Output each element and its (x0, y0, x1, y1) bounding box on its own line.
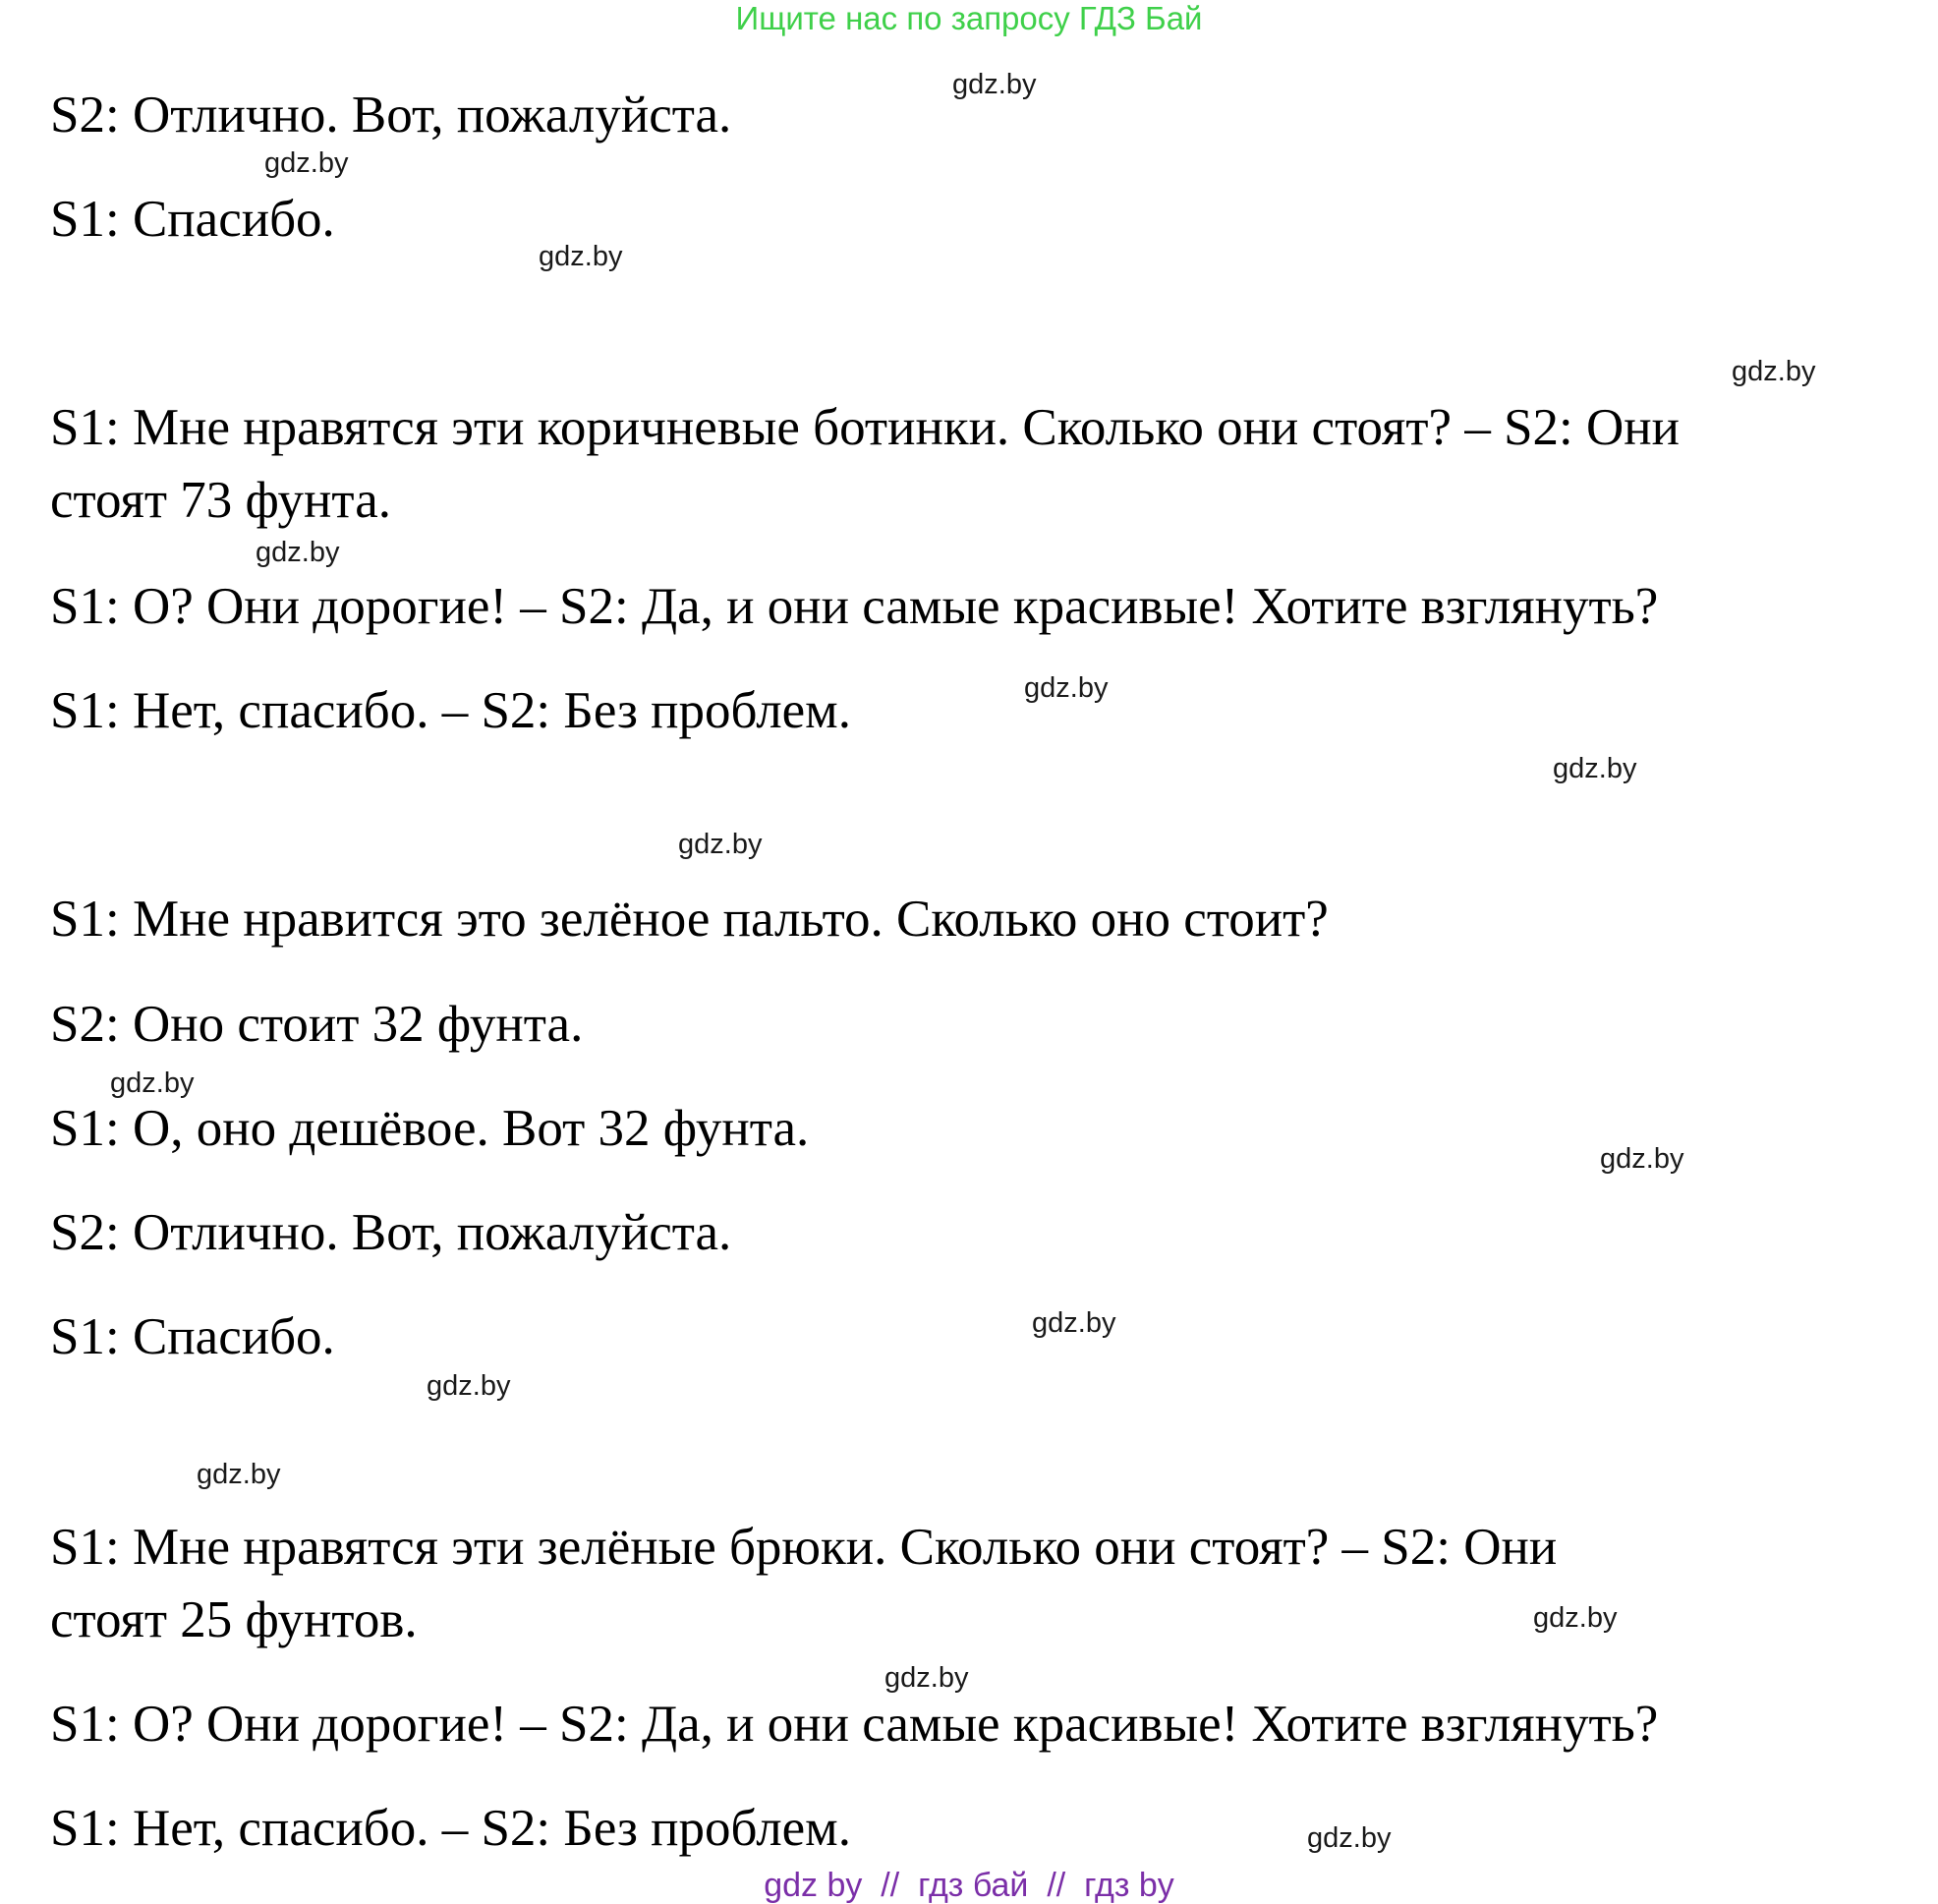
watermark: gdz.by (197, 1459, 281, 1490)
dialogue-line: S1: Нет, спасибо. – S2: Без проблем. (50, 682, 851, 739)
site-footer: gdz by // гдз бай // гдз by (764, 1867, 1174, 1904)
watermark: gdz.by (1553, 753, 1637, 784)
watermark: gdz.by (1032, 1307, 1116, 1339)
site-banner: Ищите нас по запросу ГДЗ Бай (735, 0, 1203, 36)
watermark: gdz.by (1024, 672, 1109, 704)
watermark: gdz.by (952, 69, 1037, 100)
watermark: gdz.by (427, 1370, 511, 1402)
dialogue-line: S2: Отлично. Вот, пожалуйста. (50, 1204, 732, 1261)
watermark: gdz.by (110, 1067, 195, 1099)
watermark: gdz.by (264, 147, 349, 179)
dialogue-line: S1: Мне нравятся эти зелёные брюки. Сколько они стоят? – S2: Они (50, 1519, 1558, 1576)
dialogue-line: S1: Мне нравится это зелёное пальто. Сколько оно стоит? (50, 891, 1329, 948)
dialogue-line: S2: Отлично. Вот, пожалуйста. (50, 87, 732, 144)
dialogue-line: S1: О? Они дорогие! – S2: Да, и они самые красивые! Хотите взглянуть? (50, 578, 1659, 635)
watermark: gdz.by (1533, 1602, 1618, 1634)
dialogue-line: S1: Нет, спасибо. – S2: Без проблем. (50, 1800, 851, 1857)
dialogue-line: S1: Мне нравятся эти коричневые ботинки. Сколько они стоят? – S2: Они (50, 399, 1681, 456)
watermark: gdz.by (1732, 356, 1816, 387)
dialogue-line: S2: Оно стоит 32 фунта. (50, 996, 584, 1053)
watermark: gdz.by (678, 829, 763, 860)
watermark: gdz.by (256, 537, 340, 568)
watermark: gdz.by (539, 241, 623, 272)
watermark: gdz.by (884, 1662, 969, 1694)
watermark: gdz.by (1307, 1822, 1392, 1854)
dialogue-line: стоят 73 фунта. (50, 472, 391, 529)
watermark: gdz.by (1600, 1143, 1684, 1175)
dialogue-line: S1: Спасибо. (50, 1308, 335, 1365)
dialogue-line: S1: Спасибо. (50, 191, 335, 248)
dialogue-line: S1: О? Они дорогие! – S2: Да, и они самые красивые! Хотите взглянуть? (50, 1696, 1659, 1753)
dialogue-line: S1: О, оно дешёвое. Вот 32 фунта. (50, 1100, 810, 1157)
dialogue-line: стоят 25 фунтов. (50, 1591, 418, 1648)
